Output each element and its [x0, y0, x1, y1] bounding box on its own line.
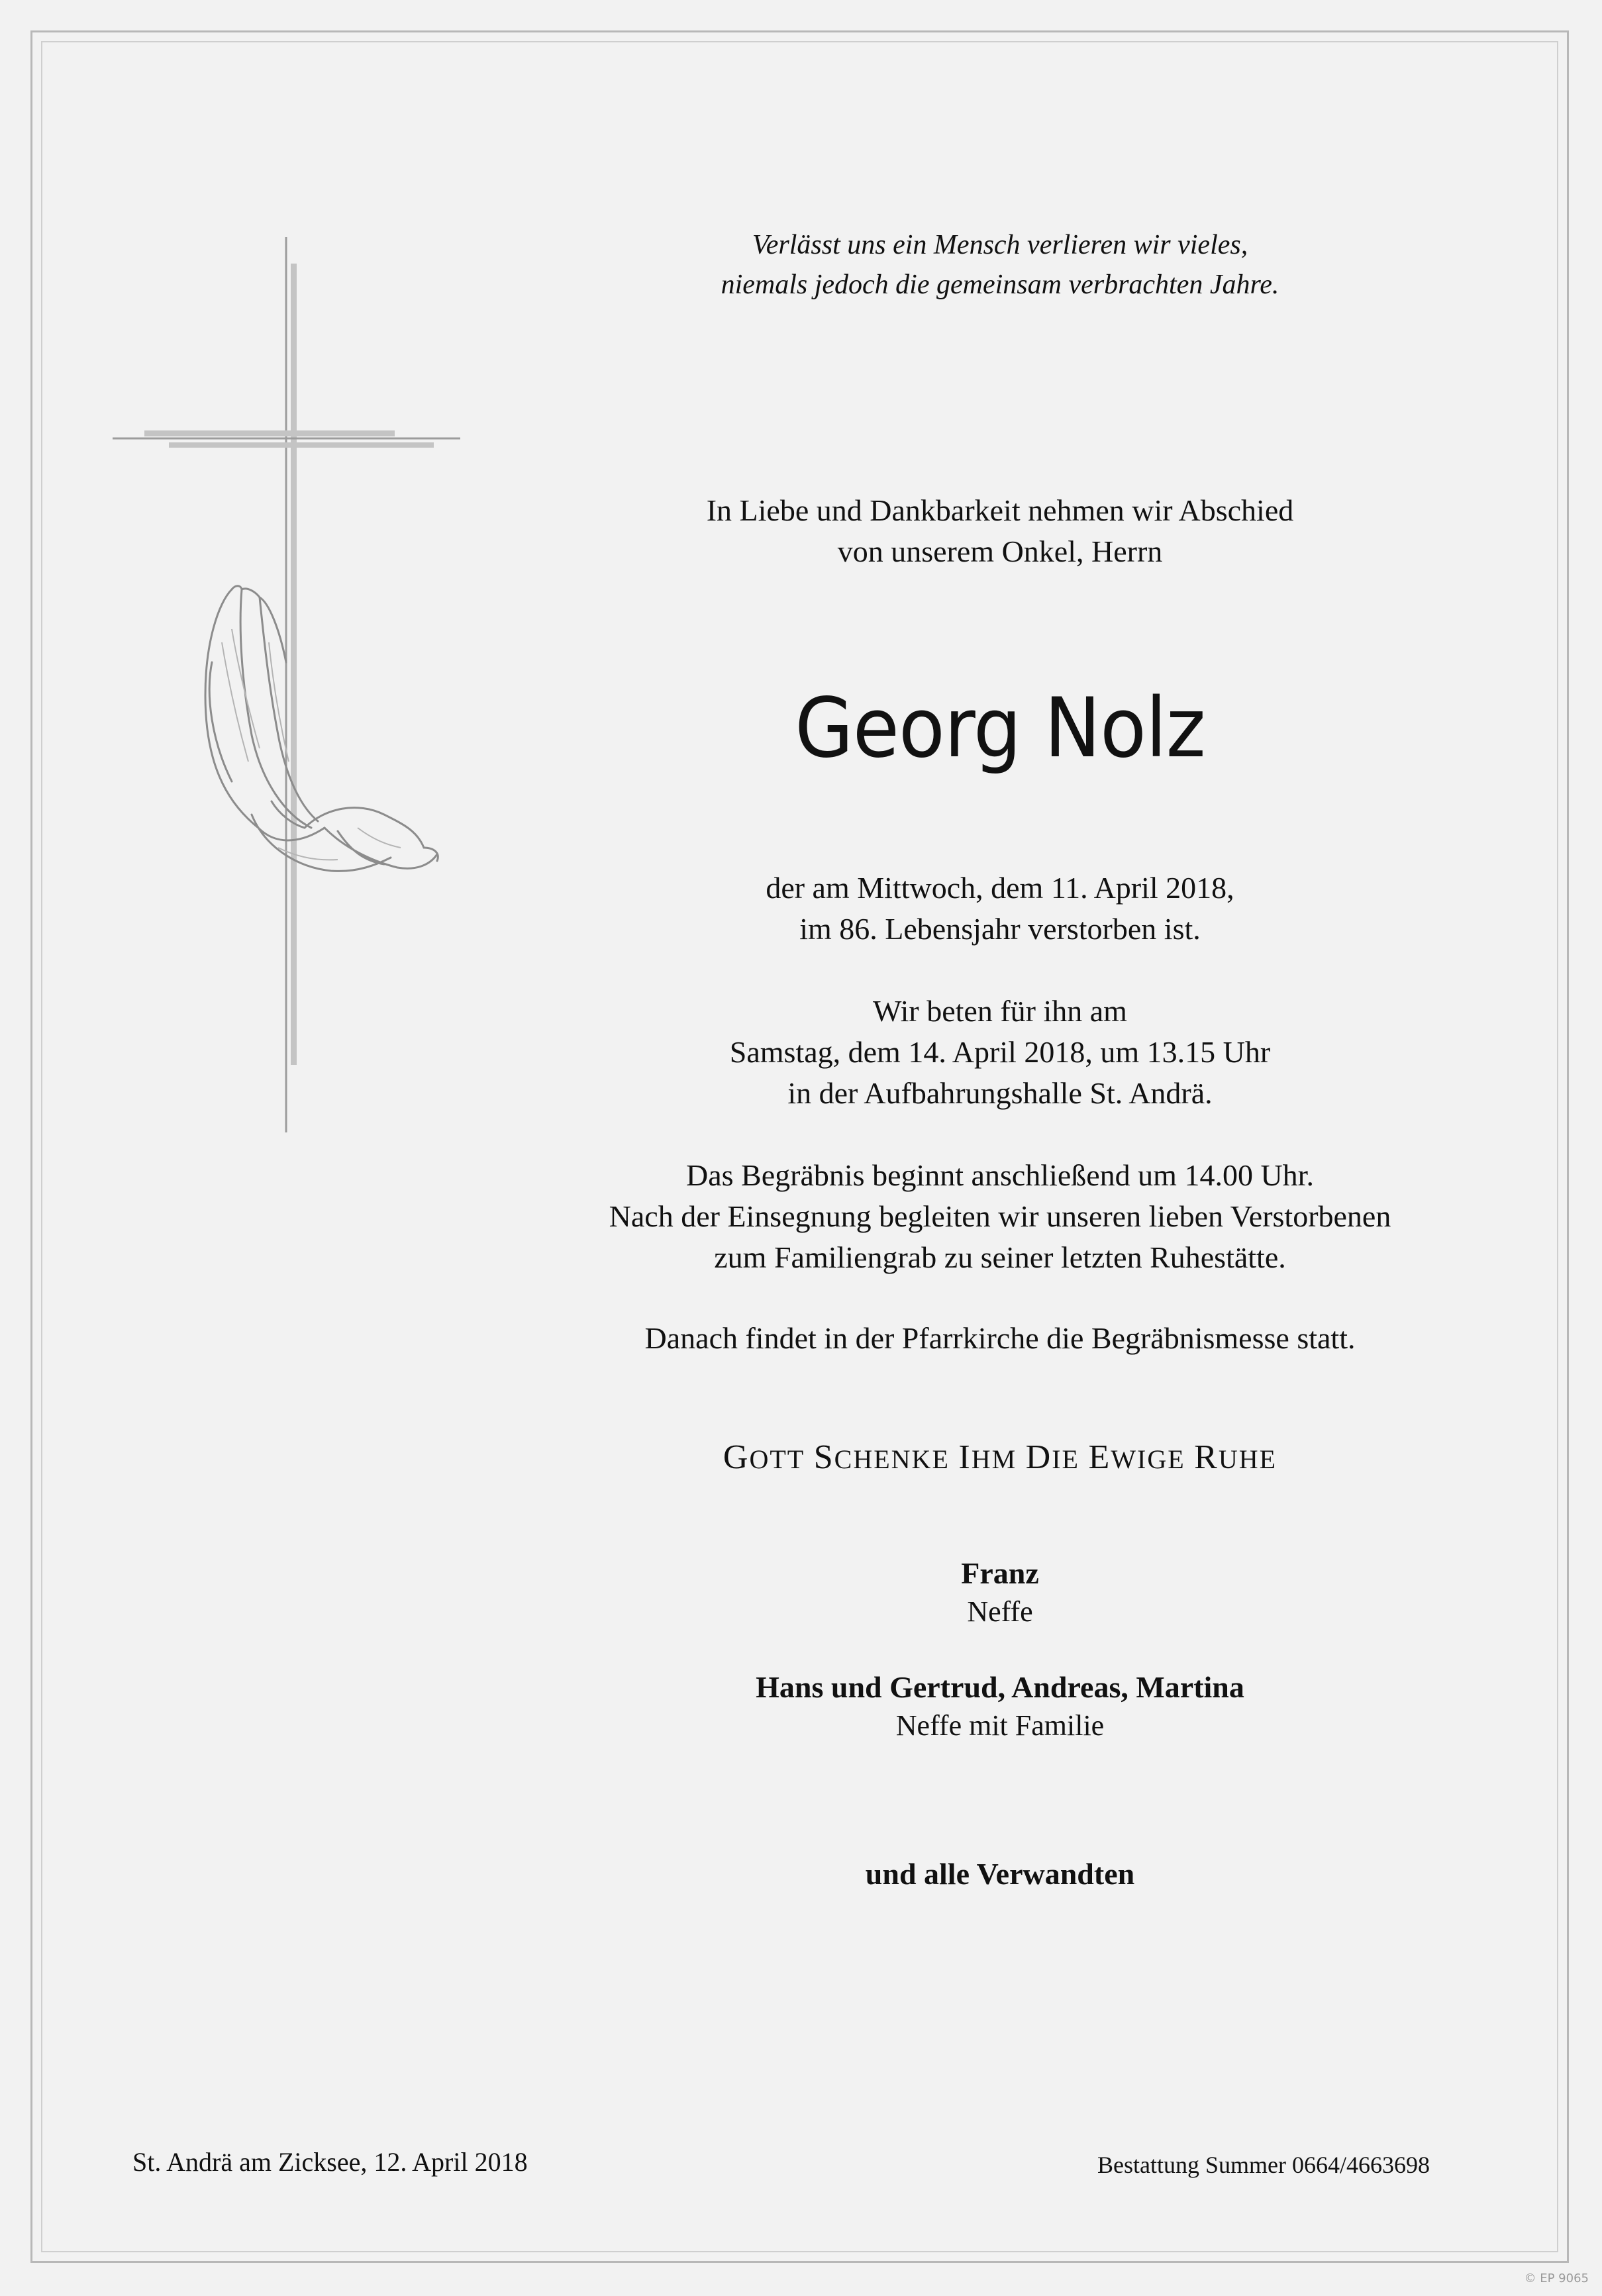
intro-line: von unserem Onkel, Herrn [837, 534, 1163, 568]
mourner-name: Hans und Gertrud, Andreas, Martina [756, 1670, 1244, 1704]
motto-line: Verlässt uns ein Mensch verlieren wir vieles, [752, 230, 1248, 260]
place-and-date: St. Andrä am Zicksee, 12. April 2018 [132, 2147, 528, 2177]
prayer-notice [530, 991, 1470, 1114]
motto-line: niemals jedoch die gemeinsam verbrachten Jahre. [721, 270, 1279, 300]
blessing-word: OTT [749, 1444, 805, 1474]
intro-line: In Liebe und Dankbarkeit nehmen wir Abschied [706, 493, 1294, 527]
blessing [530, 1437, 1470, 1480]
blessing-initial: R [1194, 1438, 1219, 1476]
prayer-line: Wir beten für ihn am [873, 994, 1127, 1028]
prayer-line: Samstag, dem 14. April 2018, um 13.15 Uhr [729, 1035, 1271, 1069]
blessing-word: HM [971, 1444, 1017, 1474]
blessing-initial: S [813, 1438, 834, 1476]
blessing-word: IE [1052, 1444, 1079, 1474]
mourner-entry [530, 1554, 1470, 1630]
print-code: © EP 9065 [1524, 2271, 1589, 2285]
intro-text [530, 490, 1470, 572]
prayer-line: in der Aufbahrungshalle St. Andrä. [787, 1076, 1213, 1110]
cross-with-praying-hands-icon [106, 232, 477, 1139]
death-notice [530, 868, 1470, 950]
blessing-word: WIGE [1111, 1444, 1185, 1474]
blessing-word: UHE [1218, 1444, 1277, 1474]
death-line: der am Mittwoch, dem 11. April 2018, [766, 871, 1234, 905]
mass-notice: Danach findet in der Pfarrkirche die Begräbnismesse statt. [644, 1321, 1356, 1355]
death-line: im 86. Lebensjahr verstorben ist. [799, 912, 1201, 946]
mourner-entry [530, 1668, 1470, 1744]
burial-notice [530, 1155, 1470, 1278]
undertaker-contact: Bestattung Summer 0664/4663698 [1097, 2152, 1430, 2178]
mourner-name: Franz [961, 1556, 1039, 1590]
blessing-initial: E [1088, 1438, 1111, 1476]
burial-line: zum Familiengrab zu seiner letzten Ruhestätte. [714, 1240, 1286, 1274]
deceased-name: Georg Nolz [795, 681, 1205, 776]
burial-line: Das Begräbnis beginnt anschließend um 14.00 Uhr. [686, 1158, 1314, 1192]
burial-line: Nach der Einsegnung begleiten wir unseren lieben Verstorbenen [609, 1199, 1391, 1233]
blessing-word: CHENKE [834, 1444, 950, 1474]
mourner-relation: Neffe mit Familie [895, 1709, 1105, 1742]
relatives-line: und alle Verwandten [865, 1857, 1135, 1891]
mourner-relation: Neffe [967, 1595, 1033, 1628]
blessing-initial: I [958, 1438, 972, 1476]
motto [530, 225, 1470, 305]
blessing-initial: D [1025, 1438, 1052, 1476]
blessing-initial: G [723, 1438, 750, 1476]
